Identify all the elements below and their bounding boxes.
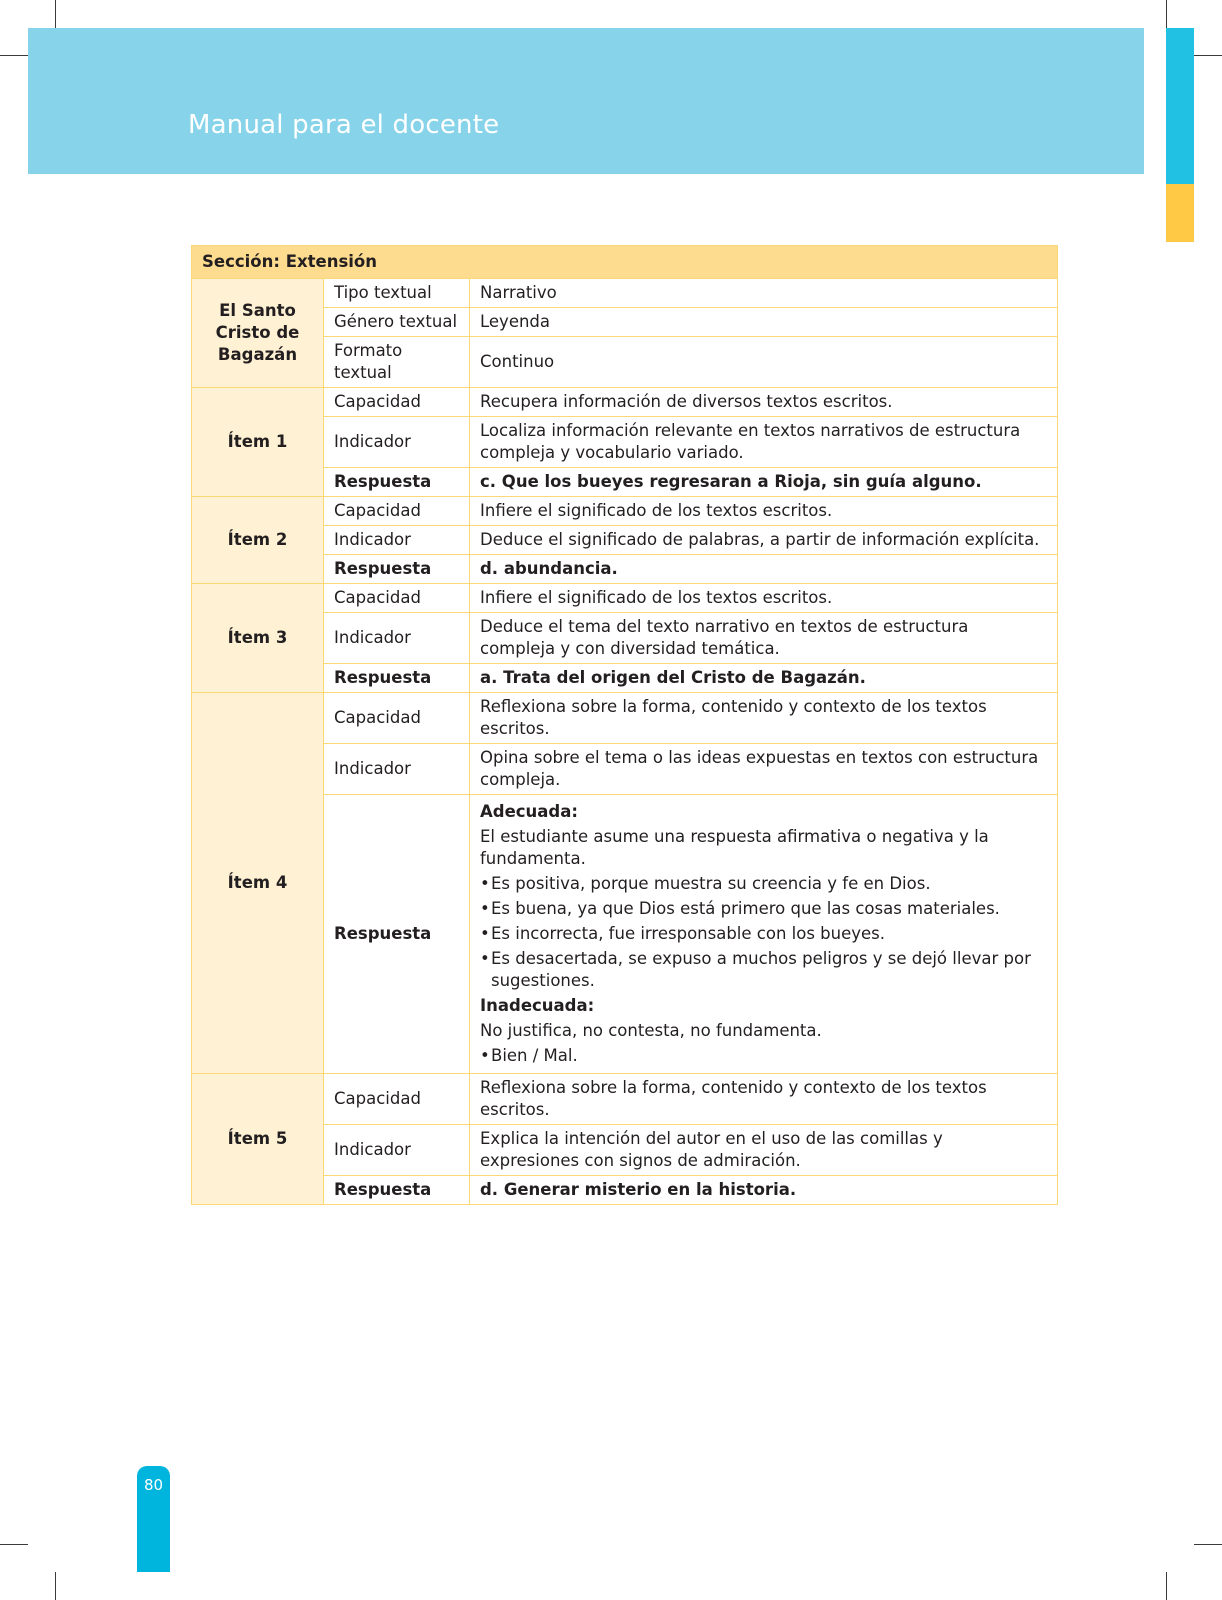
header-band bbox=[28, 28, 1144, 174]
capacidad-label: Capacidad bbox=[324, 584, 470, 613]
indicador-label: Indicador bbox=[324, 1125, 470, 1176]
crop-mark bbox=[0, 1544, 28, 1545]
crop-mark bbox=[1166, 1572, 1167, 1600]
capacidad-value: Recupera información de diversos textos escritos. bbox=[470, 388, 1058, 417]
table-row bbox=[192, 1074, 1058, 1125]
capacidad-value: Reflexiona sobre la forma, contenido y contexto de los textos escritos. bbox=[470, 1074, 1058, 1125]
item-name: Ítem 2 bbox=[192, 497, 324, 584]
respuesta-detail bbox=[470, 795, 1058, 1074]
respuesta-label: Respuesta bbox=[324, 1176, 470, 1205]
inadequate-title: Inadecuada: bbox=[480, 996, 595, 1015]
page-header-title: Manual para el docente bbox=[188, 110, 500, 140]
list-item: • Es buena, ya que Dios está primero que las cosas materiales. bbox=[480, 898, 1047, 920]
item-name: Ítem 1 bbox=[192, 388, 324, 497]
indicador-value: Deduce el significado de palabras, a partir de información explícita. bbox=[470, 526, 1058, 555]
table-row bbox=[192, 693, 1058, 744]
item-name: Ítem 3 bbox=[192, 584, 324, 693]
respuesta-label: Respuesta bbox=[324, 468, 470, 497]
respuesta-label: Respuesta bbox=[324, 795, 470, 1074]
row-label: Formato textual bbox=[324, 337, 470, 388]
respuesta-label: Respuesta bbox=[324, 664, 470, 693]
capacidad-label: Capacidad bbox=[324, 388, 470, 417]
indicador-value: Localiza información relevante en textos narrativos de estructura compleja y vocabulario variado. bbox=[470, 417, 1058, 468]
list-item: • Bien / Mal. bbox=[480, 1045, 1047, 1067]
indicador-value: Deduce el tema del texto narrativo en textos de estructura compleja y con diversidad temática. bbox=[470, 613, 1058, 664]
capacidad-label: Capacidad bbox=[324, 1074, 470, 1125]
respuesta-value: d. abundancia. bbox=[470, 555, 1058, 584]
crop-mark bbox=[1194, 1544, 1222, 1545]
indicador-label: Indicador bbox=[324, 613, 470, 664]
side-tab-yellow bbox=[1166, 184, 1194, 242]
row-value: Leyenda bbox=[470, 308, 1058, 337]
table-row bbox=[192, 279, 1058, 308]
row-value: Continuo bbox=[470, 337, 1058, 388]
row-value: Narrativo bbox=[470, 279, 1058, 308]
capacidad-value: Infiere el significado de los textos escritos. bbox=[470, 584, 1058, 613]
table-row bbox=[192, 584, 1058, 613]
table-row bbox=[192, 388, 1058, 417]
rubric-table bbox=[191, 245, 1058, 1205]
adequate-intro: El estudiante asume una respuesta afirmativa o negativa y la fundamenta. bbox=[480, 827, 989, 868]
indicador-label: Indicador bbox=[324, 526, 470, 555]
side-tab-blue bbox=[1166, 28, 1194, 184]
respuesta-value: c. Que los bueyes regresaran a Rioja, sin guía alguno. bbox=[470, 468, 1058, 497]
crop-mark bbox=[1166, 0, 1167, 28]
row-label: Tipo textual bbox=[324, 279, 470, 308]
section-title: Sección: Extensión bbox=[192, 246, 1058, 279]
adequate-title: Adecuada: bbox=[480, 802, 578, 821]
capacidad-value: Reflexiona sobre la forma, contenido y contexto de los textos escritos. bbox=[470, 693, 1058, 744]
indicador-value: Explica la intención del autor en el uso de las comillas y expresiones con signos de admiración. bbox=[470, 1125, 1058, 1176]
list-item: • Es desacertada, se expuso a muchos peligros y se dejó llevar por sugestiones. bbox=[480, 948, 1047, 992]
capacidad-label: Capacidad bbox=[324, 497, 470, 526]
item-name: Ítem 4 bbox=[192, 693, 324, 1074]
section-header-row bbox=[192, 246, 1058, 279]
respuesta-value: d. Generar misterio en la historia. bbox=[470, 1176, 1058, 1205]
table-row bbox=[192, 497, 1058, 526]
respuesta-value: a. Trata del origen del Cristo de Bagazán. bbox=[470, 664, 1058, 693]
indicador-value: Opina sobre el tema o las ideas expuestas en textos con estructura compleja. bbox=[470, 744, 1058, 795]
capacidad-value: Infiere el significado de los textos escritos. bbox=[470, 497, 1058, 526]
indicador-label: Indicador bbox=[324, 744, 470, 795]
crop-mark bbox=[55, 0, 56, 28]
crop-mark bbox=[1194, 55, 1222, 56]
list-item: • Es positiva, porque muestra su creencia y fe en Dios. bbox=[480, 873, 1047, 895]
row-label: Género textual bbox=[324, 308, 470, 337]
inadequate-intro: No justifica, no contesta, no fundamenta. bbox=[480, 1021, 822, 1040]
capacidad-label: Capacidad bbox=[324, 693, 470, 744]
page-number: 80 bbox=[143, 1476, 164, 1494]
item-name: Ítem 5 bbox=[192, 1074, 324, 1205]
indicador-label: Indicador bbox=[324, 417, 470, 468]
crop-mark bbox=[55, 1572, 56, 1600]
text-title: El Santo Cristo de Bagazán bbox=[192, 279, 324, 388]
list-item: • Es incorrecta, fue irresponsable con los bueyes. bbox=[480, 923, 1047, 945]
respuesta-label: Respuesta bbox=[324, 555, 470, 584]
crop-mark bbox=[0, 55, 28, 56]
